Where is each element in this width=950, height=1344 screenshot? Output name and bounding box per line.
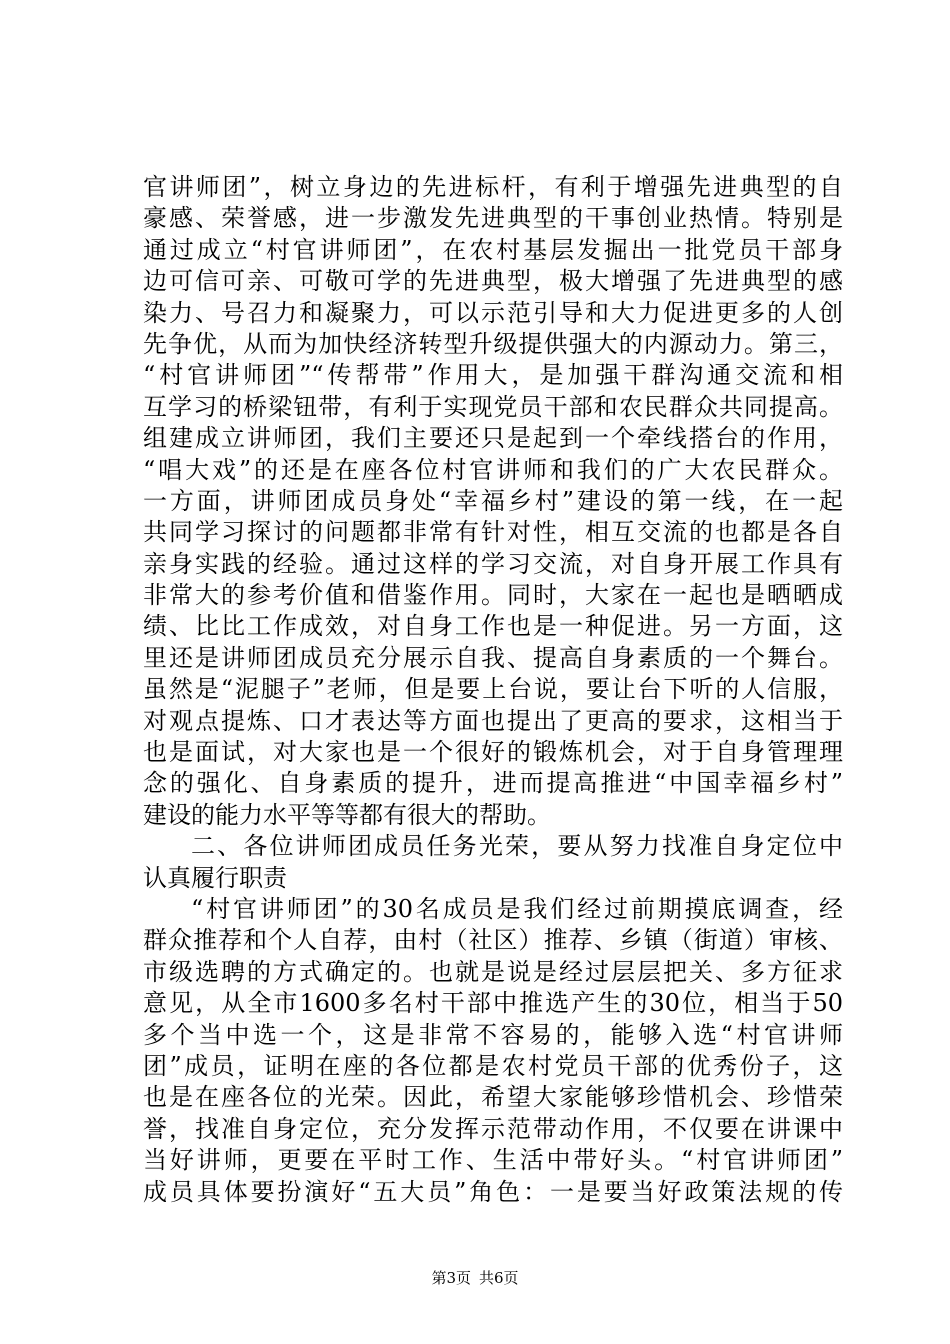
text-line: 官讲师团”，树立身边的先进标杆，有利于增强先进典型的自	[143, 173, 843, 201]
text-line: 念的强化、自身素质的提升，进而提高推进“中国幸福乡村”	[143, 769, 843, 798]
text-line: 也是面试，对大家也是一个很好的锻炼机会，对于自身管理理	[143, 738, 843, 767]
text-line: 也是在座各位的光荣。因此，希望大家能够珍惜机会、珍惜荣	[143, 1083, 843, 1112]
text-line: “村官讲师团”“传帮带”作用大，是加强干群沟通交流和相	[143, 361, 843, 390]
text-line: 成员具体要扮演好“五大员”角色：一是要当好政策法规的传	[143, 1177, 843, 1206]
page-total: 共6页	[479, 1269, 519, 1287]
text-line: 通过成立“村官讲师团”，在农村基层发掘出一批党员干部身	[143, 235, 843, 264]
text-line: “唱大戏”的还是在座各位村官讲师和我们的广大农民群众。	[143, 455, 843, 484]
text-line: 里还是讲师团成员充分展示自我、提高自身素质的一个舞台。	[143, 643, 843, 672]
text-line: 边可信可亲、可敬可学的先进典型，极大增强了先进典型的感	[143, 267, 843, 296]
text-line: 亲身实践的经验。通过这样的学习交流，对自身开展工作具有	[143, 549, 843, 578]
text-line: 誉，找准自身定位，充分发挥示范带动作用，不仅要在讲课中	[143, 1114, 843, 1143]
text-line: 染力、号召力和凝聚力，可以示范引导和大力促进更多的人创	[143, 298, 843, 327]
text-line: 互学习的桥梁钮带，有利于实现党员干部和农民群众共同提高。	[143, 392, 843, 421]
text-line: 组建成立讲师团，我们主要还只是起到一个牵线搭台的作用，	[143, 424, 843, 453]
text-line: 一方面，讲师团成员身处“幸福乡村”建设的第一线，在一起	[143, 486, 843, 515]
text-line: 豪感、荣誉感，进一步激发先进典型的干事创业热情。特别是	[143, 204, 843, 233]
text-line: 二、各位讲师团成员任务光荣，要从努力找准自身定位中	[191, 832, 843, 861]
page-footer	[0, 1268, 950, 1288]
text-line: 共同学习探讨的问题都非常有针对性，相互交流的也都是各自	[143, 518, 843, 547]
text-line: 绩、比比工作成效，对自身工作也是一种促进。另一方面，这	[143, 612, 843, 641]
text-line: 群众推荐和个人自荐，由村（社区）推荐、乡镇（街道）审核、	[143, 926, 843, 955]
text-line: 多个当中选一个，这是非常不容易的，能够入选“村官讲师	[143, 1020, 843, 1049]
text-line: 团”成员，证明在座的各位都是农村党员干部的优秀份子，这	[143, 1051, 843, 1080]
text-line: “村官讲师团”的30名成员是我们经过前期摸底调查，经	[191, 894, 843, 923]
text-line: 当好讲师，更要在平时工作、生活中带好头。“村官讲师团”	[143, 1146, 843, 1175]
page-number: 第3页	[431, 1269, 471, 1287]
text-line: 市级选聘的方式确定的。也就是说是经过层层把关、多方征求	[143, 957, 843, 986]
body-text	[143, 172, 843, 1208]
text-line: 对观点提炼、口才表达等方面也提出了更高的要求，这相当于	[143, 706, 843, 735]
text-line: 先争优，从而为加快经济转型升级提供强大的内源动力。第三，	[143, 329, 843, 358]
text-line: 意见，从全市1600多名村干部中推选产生的30位，相当于50	[143, 989, 843, 1018]
text-line: 认真履行职责	[143, 863, 287, 892]
text-line: 非常大的参考价值和借鉴作用。同时，大家在一起也是晒晒成	[143, 581, 843, 610]
text-line: 建设的能力水平等等都有很大的帮助。	[143, 800, 551, 829]
text-line: 虽然是“泥腿子”老师，但是要上台说，要让台下听的人信服，	[143, 675, 843, 704]
